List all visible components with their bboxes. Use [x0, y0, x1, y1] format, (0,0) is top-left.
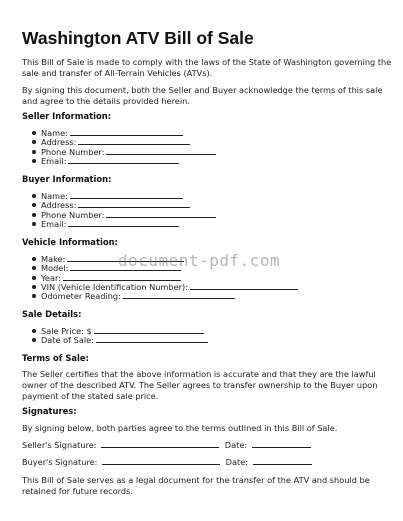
closing-paragraph: This Bill of Sale serves as a legal document for the transfer of the ATV and should be retained for future records.	[22, 475, 370, 496]
seller-address-field[interactable]	[30, 137, 216, 146]
buyer-email-line	[68, 219, 179, 227]
vehicle-vin-field[interactable]	[30, 282, 298, 291]
buyer-fields	[30, 191, 216, 228]
seller-signature-row	[22, 440, 311, 451]
vehicle-odometer-field[interactable]	[30, 291, 298, 300]
sale-heading: Sale Details:	[22, 309, 82, 319]
field-label: Model:	[41, 263, 69, 274]
buyer-name-field[interactable]	[30, 191, 216, 200]
buyer-heading: Buyer Information:	[22, 174, 112, 184]
watermark-text: document-pdf.com	[118, 251, 281, 270]
vehicle-heading: Vehicle Information:	[22, 237, 118, 247]
seller-date-label: Date:	[224, 440, 248, 450]
vehicle-year-field[interactable]	[30, 273, 298, 282]
sale-date-line	[96, 335, 208, 343]
document-title: Washington ATV Bill of Sale	[22, 28, 254, 48]
buyer-signature-label: Buyer's Signature:	[22, 457, 98, 467]
signatures-paragraph: By signing below, both parties agree to the terms outlined in this Bill of Sale.	[22, 423, 338, 433]
seller-phone-line	[106, 147, 216, 155]
sale-fields	[30, 326, 208, 345]
buyer-signature-line[interactable]	[102, 457, 220, 465]
field-label: Address:	[41, 137, 77, 148]
seller-fields	[30, 128, 216, 165]
field-label: Email:	[41, 155, 67, 166]
sale-price-line	[94, 326, 204, 334]
field-label: Email:	[41, 218, 67, 229]
field-label: Name:	[41, 128, 68, 138]
field-label: Odometer Reading:	[41, 291, 121, 302]
field-label: Year:	[41, 272, 61, 283]
buyer-address-field[interactable]	[30, 200, 216, 209]
seller-phone-field[interactable]	[30, 147, 216, 156]
buyer-date-label: Date:	[225, 457, 248, 467]
seller-heading: Seller Information:	[22, 111, 112, 121]
signatures-heading: Signatures:	[22, 406, 77, 416]
seller-date-line[interactable]	[252, 440, 311, 448]
sale-price-field[interactable]	[30, 326, 208, 335]
intro-paragraph: This Bill of Sale is made to comply with the laws of the State of Washington governing the sale and transfer of All-Terrain Vehicles (ATVs).	[22, 57, 392, 78]
field-label: Make:	[41, 254, 66, 264]
terms-heading: Terms of Sale:	[22, 353, 89, 363]
buyer-phone-field[interactable]	[30, 210, 216, 219]
sale-date-field[interactable]	[30, 335, 208, 344]
field-label: VIN (Vehicle Identification Number):	[41, 281, 188, 292]
seller-name-field[interactable]	[30, 128, 216, 137]
seller-address-line	[78, 137, 190, 145]
seller-email-field[interactable]	[30, 156, 216, 165]
seller-signature-line[interactable]	[101, 440, 219, 448]
terms-paragraph: The Seller certifies that the above information is accurate and that they are the lawful owner of the described ATV. The Seller agrees to transfer ownership to the Buyer upon payment of the stated sale price.	[22, 369, 378, 401]
vehicle-vin-line	[190, 282, 298, 290]
field-label: Phone Number:	[41, 146, 105, 157]
vehicle-year-line	[63, 273, 181, 281]
seller-name-line	[70, 128, 183, 136]
field-label: Name:	[41, 191, 68, 201]
field-label: Address:	[41, 200, 77, 211]
buyer-phone-line	[106, 210, 216, 218]
acknowledgement-paragraph: By signing this document, both the Seller and Buyer acknowledge the terms of this sale and agree to the details provided herein.	[22, 85, 383, 106]
seller-email-line	[68, 156, 179, 164]
buyer-address-line	[78, 200, 190, 208]
field-label: Phone Number:	[41, 209, 105, 220]
buyer-signature-row	[22, 457, 312, 468]
buyer-name-line	[70, 191, 183, 199]
field-label: Sale Price: $	[41, 326, 92, 336]
buyer-email-field[interactable]	[30, 219, 216, 228]
field-label: Date of Sale:	[41, 335, 94, 346]
buyer-date-line[interactable]	[253, 457, 312, 465]
seller-signature-label: Seller's Signature:	[22, 440, 97, 450]
vehicle-odometer-line	[123, 291, 235, 299]
